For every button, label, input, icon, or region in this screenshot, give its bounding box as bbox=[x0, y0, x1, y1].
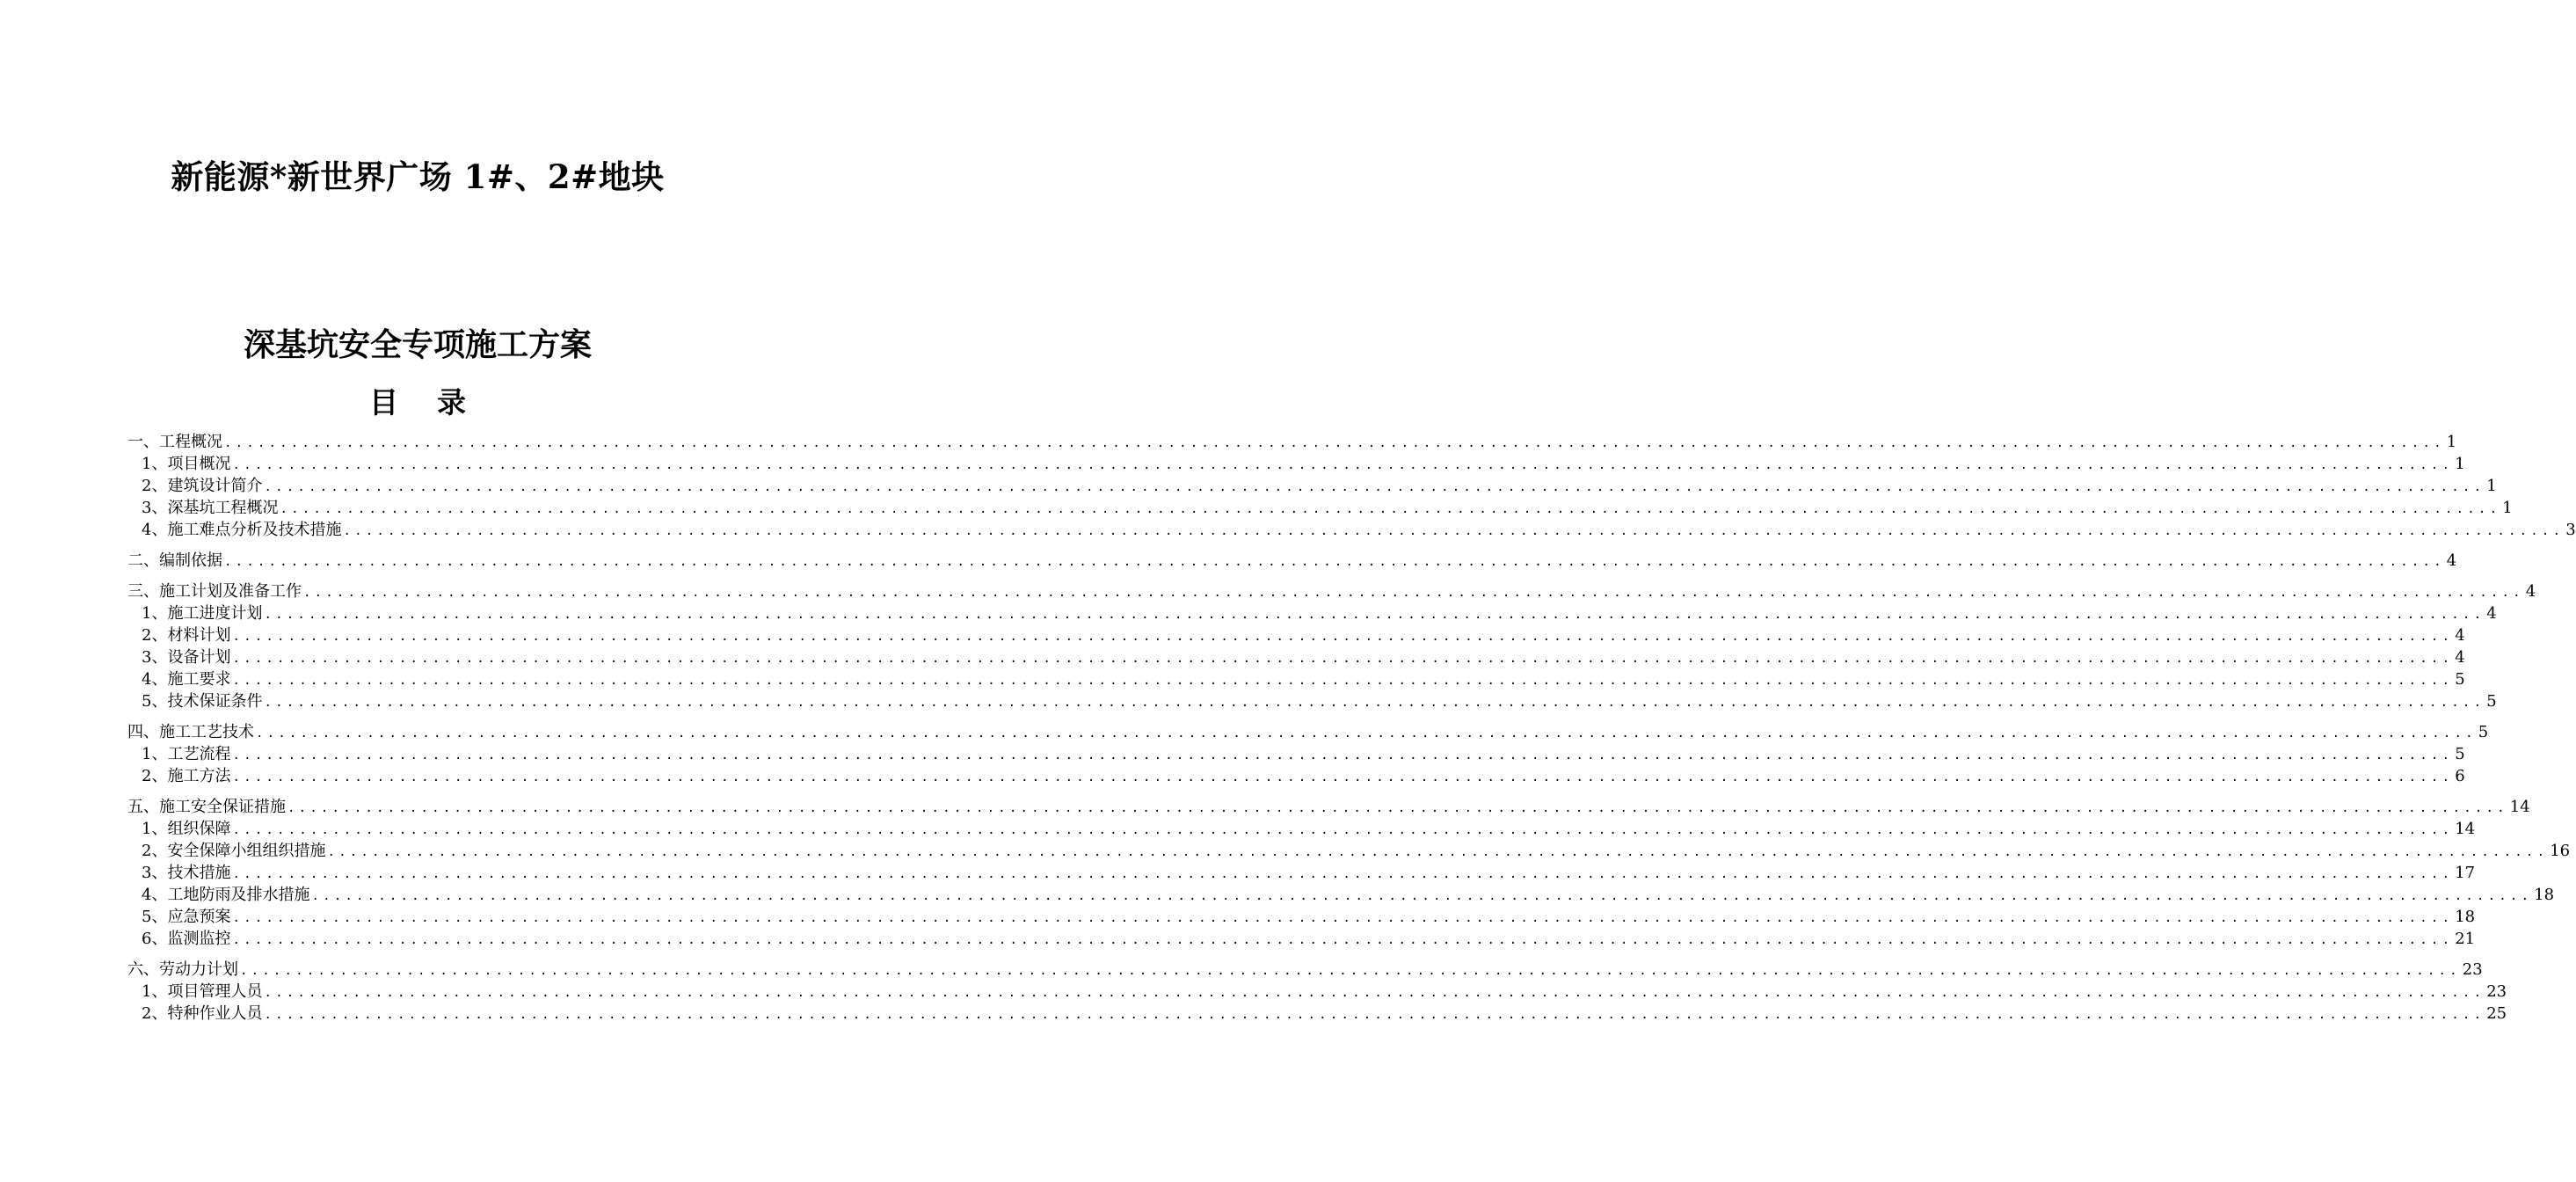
toc-heading-right: 录 bbox=[437, 385, 466, 420]
document-subtitle: 深基坑安全专项施工方案 bbox=[243, 326, 592, 363]
toc-entry-label: 4、施工要求 bbox=[142, 670, 231, 689]
toc-entry-label: 二、编制依据 bbox=[127, 551, 222, 570]
toc-entry-page: 25 bbox=[2486, 1004, 2507, 1023]
toc-heading bbox=[0, 380, 835, 426]
toc-subsection-entry[interactable] bbox=[127, 818, 2476, 840]
toc-entry-page: 17 bbox=[2455, 864, 2476, 882]
toc-section-entry[interactable] bbox=[127, 550, 2457, 572]
toc-leader-dots: ........................................................................................................................................................................................................ bbox=[264, 480, 2485, 494]
toc-leader-dots: ........................................................................................................................................................................................................ bbox=[224, 436, 2445, 450]
toc-subsection-entry[interactable] bbox=[127, 497, 2513, 519]
toc-entry-label: 4、工地防雨及排水措施 bbox=[142, 886, 310, 904]
toc-entry-label: 三、施工计划及准备工作 bbox=[127, 582, 302, 601]
toc-subsection-entry[interactable] bbox=[127, 765, 2465, 787]
toc-subsection-entry[interactable] bbox=[127, 981, 2507, 1003]
toc-subsection-entry[interactable] bbox=[127, 862, 2476, 884]
toc-entry-label: 5、应急预案 bbox=[142, 908, 231, 926]
toc-subsection-entry[interactable] bbox=[127, 906, 2476, 928]
toc-leader-dots: ........................................................................................................................................................................................................ bbox=[232, 911, 2454, 925]
toc-entry-label: 3、深基坑工程概况 bbox=[142, 499, 279, 517]
toc-leader-dots: ........................................................................................................................................................................................................ bbox=[256, 726, 2477, 741]
toc-subsection-entry[interactable] bbox=[127, 690, 2497, 712]
toc-entry-label: 一、工程概况 bbox=[127, 433, 222, 451]
toc-entry-page: 4 bbox=[2446, 551, 2457, 570]
toc-entry-page: 14 bbox=[2455, 820, 2476, 838]
toc-entry-label: 1、施工进度计划 bbox=[142, 604, 263, 623]
toc-entry-page: 23 bbox=[2462, 960, 2483, 979]
toc-section-entry[interactable] bbox=[127, 796, 2530, 818]
toc-subsection-entry[interactable] bbox=[127, 884, 2555, 906]
toc-subsection-entry[interactable] bbox=[127, 602, 2497, 624]
toc-leader-dots: ........................................................................................................................................................................................................ bbox=[287, 801, 2508, 815]
toc-leader-dots: ........................................................................................................................................................................................................ bbox=[232, 652, 2454, 666]
toc-leader-dots: ........................................................................................................................................................................................................ bbox=[232, 674, 2454, 688]
toc-entry-label: 2、施工方法 bbox=[142, 767, 231, 785]
toc-section-entry[interactable] bbox=[127, 721, 2489, 743]
toc-entry-label: 6、监测监控 bbox=[142, 930, 231, 948]
toc-subsection-entry[interactable] bbox=[127, 475, 2497, 497]
toc-entry-label: 六、劳动力计划 bbox=[127, 960, 238, 979]
toc-entry-page: 1 bbox=[2446, 433, 2457, 451]
toc-entry-label: 1、项目概况 bbox=[142, 455, 231, 473]
toc-entry-page: 6 bbox=[2455, 767, 2465, 785]
toc-leader-dots: ........................................................................................................................................................................................................ bbox=[232, 458, 2454, 472]
table-of-contents bbox=[127, 431, 2576, 1025]
toc-leader-dots: ........................................................................................................................................................................................................ bbox=[240, 964, 2461, 978]
toc-leader-dots: ........................................................................................................................................................................................................ bbox=[264, 608, 2485, 622]
toc-entry-page: 16 bbox=[2550, 842, 2571, 860]
toc-entry-label: 2、特种作业人员 bbox=[142, 1004, 263, 1023]
toc-section-entry[interactable] bbox=[127, 431, 2457, 453]
toc-entry-page: 1 bbox=[2502, 499, 2513, 517]
toc-entry-page: 14 bbox=[2509, 798, 2530, 816]
toc-leader-dots: ........................................................................................................................................................................................................ bbox=[264, 1008, 2485, 1022]
toc-subsection-entry[interactable] bbox=[127, 624, 2465, 646]
toc-entry-page: 5 bbox=[2486, 692, 2497, 711]
toc-entry-label: 4、施工难点分析及技术措施 bbox=[142, 521, 342, 539]
toc-section-entry[interactable] bbox=[127, 580, 2536, 602]
toc-subsection-entry[interactable] bbox=[127, 928, 2476, 950]
toc-leader-dots: ........................................................................................................................................................................................................ bbox=[264, 986, 2485, 1000]
toc-entry-page: 5 bbox=[2455, 670, 2465, 689]
toc-entry-label: 1、组织保障 bbox=[142, 820, 231, 838]
toc-leader-dots: ........................................................................................................................................................................................................ bbox=[280, 502, 2501, 516]
toc-subsection-entry[interactable] bbox=[127, 519, 2576, 541]
toc-entry-label: 1、工艺流程 bbox=[142, 745, 231, 763]
toc-subsection-entry[interactable] bbox=[127, 1003, 2507, 1025]
toc-leader-dots: ........................................................................................................................................................................................................ bbox=[232, 630, 2454, 644]
toc-entry-page: 1 bbox=[2486, 477, 2497, 495]
toc-entry-page: 18 bbox=[2455, 908, 2476, 926]
toc-entry-page: 21 bbox=[2455, 930, 2476, 948]
toc-entry-label: 5、技术保证条件 bbox=[142, 692, 263, 711]
toc-entry-label: 2、材料计划 bbox=[142, 626, 231, 645]
toc-entry-page: 18 bbox=[2534, 886, 2555, 904]
toc-entry-page: 4 bbox=[2455, 626, 2465, 645]
toc-leader-dots: ........................................................................................................................................................................................................ bbox=[311, 889, 2533, 903]
document-title: 新能源*新世界广场 1#、2#地块 bbox=[171, 157, 665, 196]
toc-leader-dots: ........................................................................................................................................................................................................ bbox=[303, 586, 2524, 600]
toc-subsection-entry[interactable] bbox=[127, 646, 2465, 668]
toc-leader-dots: ........................................................................................................................................................................................................ bbox=[232, 933, 2454, 947]
toc-subsection-entry[interactable] bbox=[127, 668, 2465, 690]
toc-entry-page: 4 bbox=[2525, 582, 2536, 601]
toc-heading-left: 目 bbox=[369, 385, 398, 420]
toc-entry-label: 3、设备计划 bbox=[142, 648, 231, 667]
toc-entry-label: 四、施工工艺技术 bbox=[127, 723, 254, 741]
toc-entry-label: 3、技术措施 bbox=[142, 864, 231, 882]
toc-subsection-entry[interactable] bbox=[127, 743, 2465, 765]
toc-leader-dots: ........................................................................................................................................................................................................ bbox=[327, 845, 2549, 859]
toc-entry-label: 五、施工安全保证措施 bbox=[127, 798, 286, 816]
toc-entry-label: 2、建筑设计简介 bbox=[142, 477, 263, 495]
toc-leader-dots: ........................................................................................................................................................................................................ bbox=[232, 748, 2454, 762]
toc-entry-page: 1 bbox=[2455, 455, 2465, 473]
toc-entry-page: 23 bbox=[2486, 982, 2507, 1001]
toc-entry-page: 4 bbox=[2455, 648, 2465, 667]
toc-leader-dots: ........................................................................................................................................................................................................ bbox=[232, 867, 2454, 881]
toc-subsection-entry[interactable] bbox=[127, 840, 2571, 862]
toc-entry-page: 4 bbox=[2486, 604, 2497, 623]
toc-leader-dots: ........................................................................................................................................................................................................ bbox=[343, 524, 2565, 538]
toc-leader-dots: ........................................................................................................................................................................................................ bbox=[264, 696, 2485, 710]
toc-entry-page: 3 bbox=[2565, 521, 2576, 539]
toc-entry-label: 1、项目管理人员 bbox=[142, 982, 263, 1001]
toc-subsection-entry[interactable] bbox=[127, 453, 2465, 475]
toc-leader-dots: ........................................................................................................................................................................................................ bbox=[224, 555, 2445, 569]
toc-leader-dots: ........................................................................................................................................................................................................ bbox=[232, 770, 2454, 784]
toc-section-entry[interactable] bbox=[127, 959, 2483, 981]
toc-entry-label: 2、安全保障小组组织措施 bbox=[142, 842, 326, 860]
toc-entry-page: 5 bbox=[2478, 723, 2489, 741]
toc-leader-dots: ........................................................................................................................................................................................................ bbox=[232, 823, 2454, 837]
toc-entry-page: 5 bbox=[2455, 745, 2465, 763]
